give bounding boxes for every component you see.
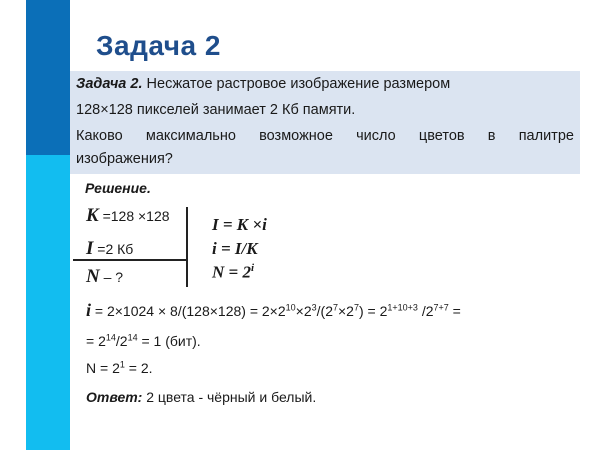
answer-line: Ответ: 2 цвета - чёрный и белый.: [86, 389, 317, 405]
formula-1: I = K ×i: [212, 215, 267, 234]
accent-bar-dark: [26, 0, 70, 155]
task-line-3: Каково максимально возможное число цветов в палитре: [76, 128, 574, 144]
given-i: I =2 Кб: [86, 238, 134, 259]
calc-line-1: $i = 2\times 1024 \times 8/(128\times 128) = 2\times 2^{10}\times 2^3/(2^7\times 2^7) = 2^{1+10+3}$ $/2^{7+7}$ =: [86, 300, 461, 320]
calc-line-3: $N = 2^1 = 2$.: [86, 359, 153, 376]
calc-line-2: = $2^{14}/2^{14} = 1$ (бит).: [86, 332, 201, 349]
formula-3: $N = 2^i$: [212, 262, 255, 282]
answer-label: Ответ:: [86, 389, 143, 405]
given-divider-vertical: [186, 207, 188, 287]
task-label: Задача 2.: [76, 76, 143, 92]
find-n: N – ?: [86, 266, 124, 287]
formula-2: i = I/K: [212, 239, 258, 258]
given-divider-horizontal: [73, 259, 187, 261]
accent-bar-light: [26, 155, 70, 450]
task-line-2: 128×128 пикселей занимает 2 Кб памяти.: [76, 102, 356, 118]
task-statement-box: [70, 71, 580, 174]
task-line-4: изображения?: [76, 151, 173, 167]
task-line-1: Задача 2. Несжатое растровое изображение размером: [76, 76, 451, 92]
solution-heading: Решение.: [85, 180, 151, 196]
given-k: K =128 ×128: [86, 205, 170, 226]
slide-title: Задача 2: [96, 30, 221, 61]
